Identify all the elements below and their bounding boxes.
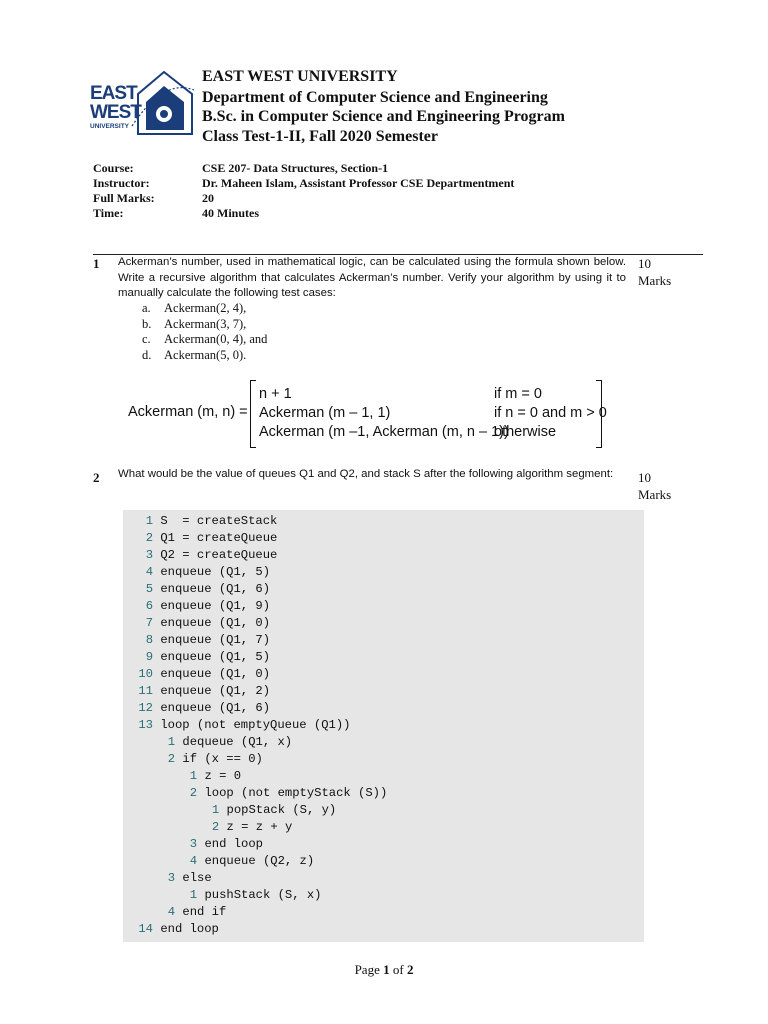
code-line-number: 2	[167, 752, 176, 766]
code-line	[138, 666, 270, 683]
meta-value-time: 40 Minutes	[202, 206, 259, 220]
code-line-number: 9	[145, 650, 154, 664]
code-line-text: enqueue (Q1, 5)	[160, 565, 271, 579]
code-line-text: dequeue (Q1, x)	[182, 735, 293, 749]
formula-case-cond: if m = 0	[494, 386, 542, 402]
code-line-text: if (x == 0)	[182, 752, 263, 766]
page-prefix: Page	[354, 962, 384, 977]
code-block	[123, 510, 644, 942]
code-line	[146, 513, 278, 530]
code-line	[190, 836, 263, 853]
logo-text-west: WEST	[90, 102, 141, 123]
code-line-number: 1	[145, 514, 154, 528]
formula-case-expr: Ackerman (m – 1, 1)	[259, 405, 391, 421]
code-line-number: 3	[189, 837, 198, 851]
list-item	[142, 348, 267, 364]
code-line-number: 2	[189, 786, 198, 800]
code-line-text: enqueue (Q2, z)	[204, 854, 315, 868]
page-total: 2	[406, 962, 414, 977]
code-line-number: 7	[145, 616, 154, 630]
code-line	[190, 768, 241, 785]
code-line	[138, 717, 350, 734]
list-item	[142, 332, 267, 348]
q1-marks-number: 10	[638, 256, 651, 271]
meta-value-course: CSE 207- Data Structures, Section-1	[202, 161, 389, 175]
code-line	[212, 819, 292, 836]
logo-text-university: UNIVERSITY	[90, 123, 130, 130]
code-line	[146, 598, 270, 615]
code-line-text: enqueue (Q1, 2)	[160, 684, 271, 698]
code-line	[138, 683, 270, 700]
code-line	[146, 649, 270, 666]
code-line-number: 5	[145, 582, 154, 596]
code-line-number: 10	[138, 667, 153, 681]
code-line	[168, 904, 227, 921]
option-letter: a.	[142, 301, 151, 315]
code-line	[138, 921, 218, 938]
code-line-text: enqueue (Q1, 9)	[160, 599, 271, 613]
code-line	[146, 530, 278, 547]
code-line-text: enqueue (Q1, 6)	[160, 701, 271, 715]
formula-case-expr: Ackerman (m –1, Ackerman (m, n – 1))	[259, 424, 509, 440]
code-line-text: enqueue (Q1, 0)	[160, 616, 271, 630]
q1-text: Ackerman’s number, used in mathematical logic, can be calculated using the formula shown below. Write a recursive algorithm that calculates Ackerman’s number. Verify your algorithm by using it to manually calculate the following test cases:	[118, 256, 626, 299]
code-line	[146, 547, 278, 564]
q2-marks-number: 10	[638, 470, 651, 485]
code-line-text: z = z + y	[226, 820, 293, 834]
code-line-number: 12	[138, 701, 153, 715]
code-line-number: 2	[145, 531, 154, 545]
meta-label-time: Time:	[93, 206, 124, 220]
code-line-number: 13	[138, 718, 153, 732]
page-number	[0, 962, 768, 978]
option-text: Ackerman(5, 0).	[164, 347, 247, 362]
code-line	[146, 564, 270, 581]
code-line-number: 14	[138, 922, 153, 936]
formula-case-cond: if n = 0 and m > 0	[494, 405, 607, 421]
list-item	[142, 301, 267, 317]
code-line-text: z = 0	[204, 769, 242, 783]
page-current: 1	[383, 962, 390, 977]
code-line	[146, 581, 270, 598]
meta-value-marks: 20	[202, 191, 214, 205]
q1-test-cases	[142, 301, 267, 363]
code-line-text: popStack (S, y)	[226, 803, 337, 817]
q1-marks	[638, 255, 671, 289]
code-line-text: enqueue (Q1, 6)	[160, 582, 271, 596]
code-line-text: enqueue (Q1, 5)	[160, 650, 271, 664]
university-logo	[88, 68, 194, 140]
code-line-number: 1	[189, 888, 198, 902]
formula-lhs: Ackerman (m, n) =	[128, 404, 248, 420]
code-line-number: 4	[167, 905, 176, 919]
page-of: of	[389, 962, 407, 977]
code-line-text: loop (not emptyQueue (Q1))	[160, 718, 351, 732]
code-line-text: enqueue (Q1, 7)	[160, 633, 271, 647]
code-line-number: 2	[211, 820, 220, 834]
code-line-text: Q2 = createQueue	[160, 548, 278, 562]
option-letter: b.	[142, 316, 152, 331]
list-item	[142, 317, 267, 333]
code-line-number: 3	[145, 548, 154, 562]
department-name: Department of Computer Science and Engineering	[202, 89, 548, 106]
ackerman-formula	[128, 376, 618, 450]
code-line-number: 8	[145, 633, 154, 647]
code-line-number: 11	[138, 684, 153, 698]
formula-case-cond: otherwise	[494, 424, 557, 440]
code-line-number: 1	[167, 735, 176, 749]
q1-marks-word: Marks	[638, 273, 672, 288]
code-line-text: Q1 = createQueue	[160, 531, 278, 545]
code-line-number: 1	[189, 769, 198, 783]
meta-label-marks: Full Marks:	[93, 191, 155, 205]
program-name: B.Sc. in Computer Science and Engineering Program	[202, 108, 565, 125]
code-line	[212, 802, 336, 819]
q1-number: 1	[93, 256, 100, 271]
code-line-number: 6	[145, 599, 154, 613]
formula-case-expr: n + 1	[259, 386, 292, 402]
code-line-number: 1	[211, 803, 220, 817]
code-line	[146, 632, 270, 649]
meta-value-instructor: Dr. Maheen Islam, Assistant Professor CSE Departmentment	[202, 176, 515, 190]
code-line	[190, 887, 322, 904]
code-line	[146, 615, 270, 632]
code-line	[190, 853, 314, 870]
option-text: Ackerman(2, 4),	[164, 301, 247, 315]
code-line-text: end if	[182, 905, 227, 919]
code-line-text: end loop	[204, 837, 263, 851]
code-line	[168, 751, 263, 768]
code-line-text: S = createStack	[160, 514, 278, 528]
logo-emblem-icon	[124, 68, 194, 140]
code-line-text: pushStack (S, x)	[204, 888, 322, 902]
code-line-text: end loop	[160, 922, 219, 936]
logo-text-east: EAST	[90, 83, 137, 104]
q2-number: 2	[93, 470, 100, 485]
code-line-number: 3	[167, 871, 176, 885]
code-line	[190, 785, 388, 802]
code-line	[168, 734, 292, 751]
option-text: Ackerman(0, 4), and	[164, 332, 268, 346]
q2-marks	[638, 469, 671, 503]
code-line	[138, 700, 270, 717]
code-line-text: else	[182, 871, 212, 885]
university-name: EAST WEST UNIVERSITY	[202, 68, 398, 85]
option-text: Ackerman(3, 7),	[164, 316, 247, 331]
meta-label-instructor: Instructor:	[93, 176, 150, 190]
code-line	[168, 870, 212, 887]
code-line-number: 4	[145, 565, 154, 579]
q2-text: What would be the value of queues Q1 and Q2, and stack S after the following algorithm segment:	[118, 468, 614, 480]
q2-marks-word: Marks	[638, 487, 672, 502]
formula-left-bracket	[250, 380, 256, 448]
code-line-number: 4	[189, 854, 198, 868]
code-line-text: enqueue (Q1, 0)	[160, 667, 271, 681]
code-line-text: loop (not emptyStack (S))	[204, 786, 388, 800]
meta-label-course: Course:	[93, 161, 134, 175]
option-letter: d.	[142, 347, 152, 362]
option-letter: c.	[142, 332, 151, 346]
test-name: Class Test-1-II, Fall 2020 Semester	[202, 128, 438, 145]
